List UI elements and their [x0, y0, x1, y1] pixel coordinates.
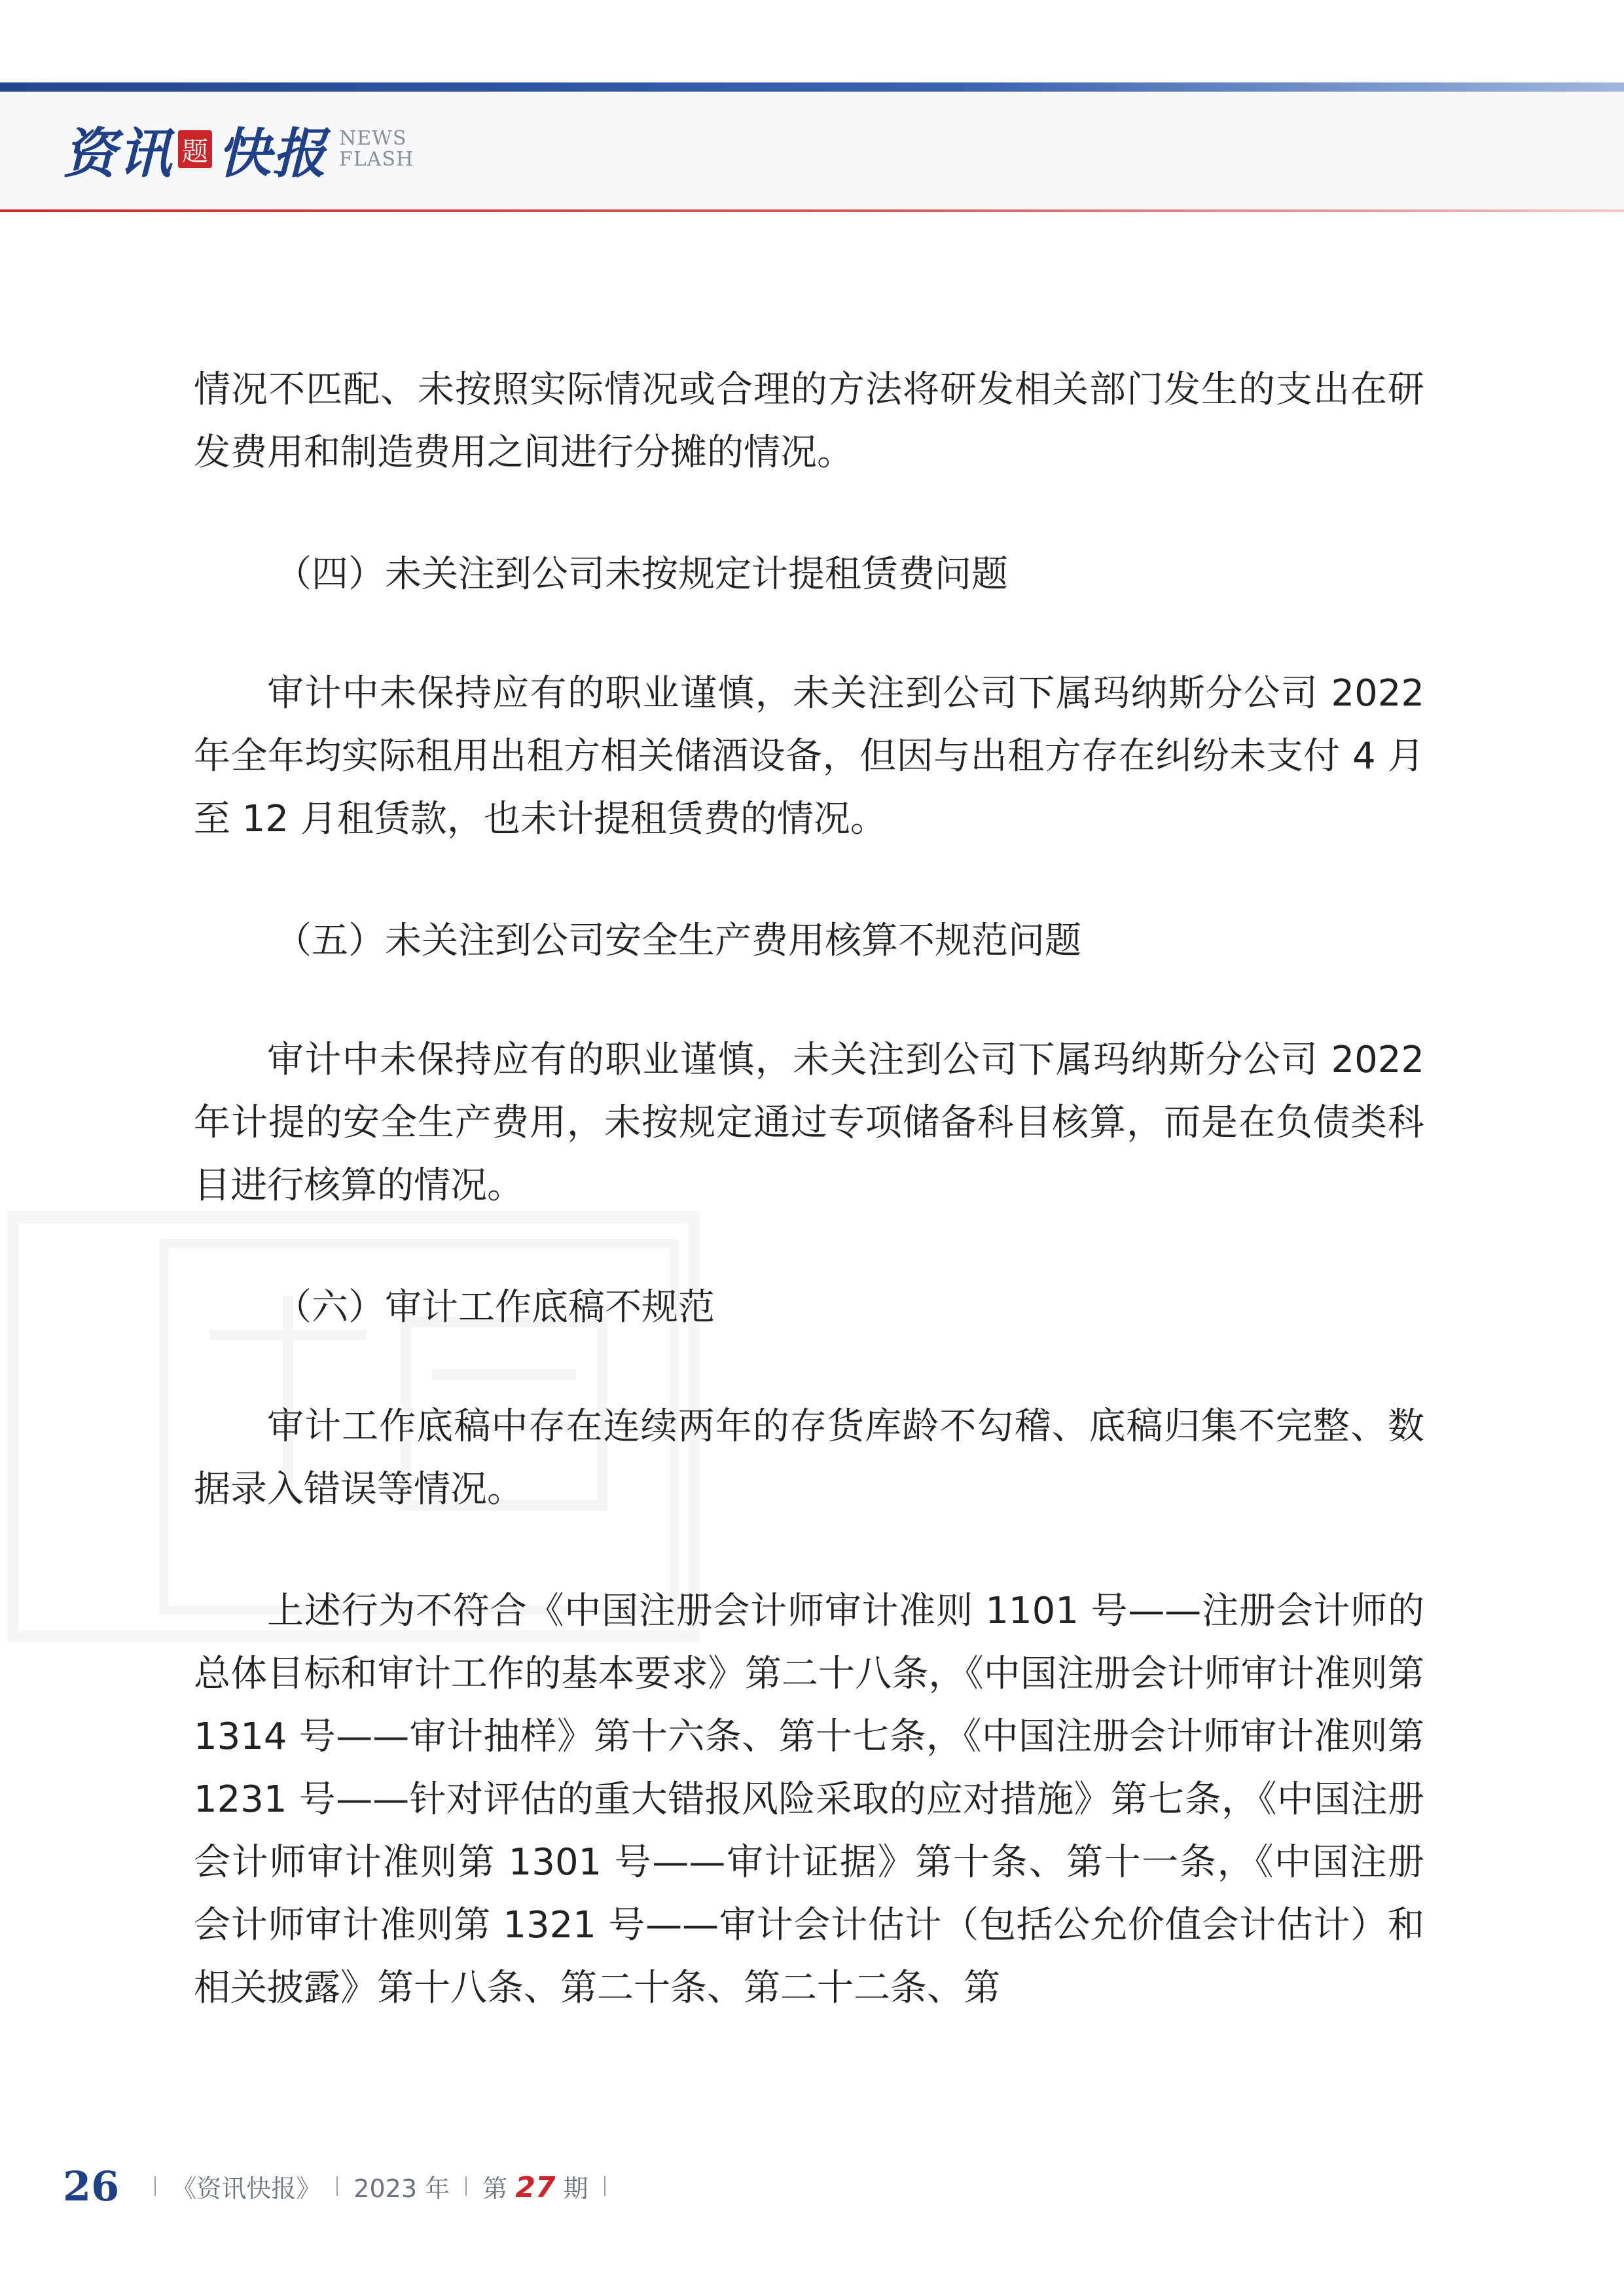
article-body: [194, 359, 1424, 2020]
page-number: 26: [63, 2162, 120, 2210]
publication-logo: [63, 110, 414, 188]
logo-seal-icon: 题: [178, 130, 212, 168]
section-heading-6: （六）审计工作底稿不规范: [275, 1286, 715, 1329]
header-top-bar: [0, 82, 1624, 92]
logo-english-line1: NEWS: [339, 127, 407, 150]
paragraph-safety-cost: 审计中未保持应有的职业谨慎，未关注到公司下属玛纳斯分公司 2022 年计提的安全生产费用，未按规定通过专项储备科目核算，而是在负债类科目进行核算的情况。: [194, 1039, 1424, 1207]
footer-issue-suffix: 期: [563, 2174, 588, 2203]
footer-separator: [604, 2176, 605, 2196]
paragraph-workpapers: 审计工作底稿中存在连续两年的存货库龄不勾稽、底稿归集不完整、数据录入错误等情况。: [194, 1405, 1424, 1511]
section-heading-4: （四）未关注到公司未按规定计提租赁费问题: [275, 553, 1008, 596]
page-footer: [63, 2157, 621, 2215]
footer-publication: 《资讯快报》: [171, 2174, 321, 2203]
footer-year: 2023 年: [353, 2174, 450, 2203]
logo-text-part1: 资讯: [63, 122, 173, 185]
paragraph-continuation: 情况不匹配、未按照实际情况或合理的方法将研发相关部门发生的支出在研发费用和制造费用之间进行分摊的情况。: [194, 368, 1424, 474]
section-heading-5: （五）未关注到公司安全生产费用核算不规范问题: [275, 920, 1081, 962]
logo-english-line2: FLASH: [339, 148, 414, 171]
footer-separator: [154, 2176, 156, 2196]
header-red-line: [0, 209, 1624, 212]
footer-separator: [336, 2176, 338, 2196]
footer-issue-prefix: 第: [482, 2174, 508, 2203]
paragraph-rent: 审计中未保持应有的职业谨慎，未关注到公司下属玛纳斯分公司 2022 年全年均实际租用出租方相关储酒设备，但因与出租方存在纠纷未支付 4 月至 12 月租赁款，也未计提租赁费的情况。: [194, 672, 1424, 840]
footer-issue: [482, 2168, 588, 2204]
footer-separator: [465, 2176, 467, 2196]
paragraph-standards: 上述行为不符合《中国注册会计师审计准则 1101 号——注册会计师的总体目标和审计工作的基本要求》第二十八条，《中国注册会计师审计准则第 1314 号——审计抽样》第十六条、第十七条，《中国注册会计师审计准则第 1231 号——针对评估的重大错报风险采取的应对措施》第七条，《中国注册会计师审计准则第 1301 号——审计证据》第十条、第十一条，《中国注册会计师审计准则第 1321 号——审计会计估计（包括公允价值会计估计）和相关披露》第十八条、第二十条、第二十二条、第: [194, 1590, 1424, 2009]
logo-text-part2: 快报: [217, 122, 327, 185]
logo-english: [339, 128, 414, 170]
footer-issue-number: 27: [515, 2170, 556, 2204]
